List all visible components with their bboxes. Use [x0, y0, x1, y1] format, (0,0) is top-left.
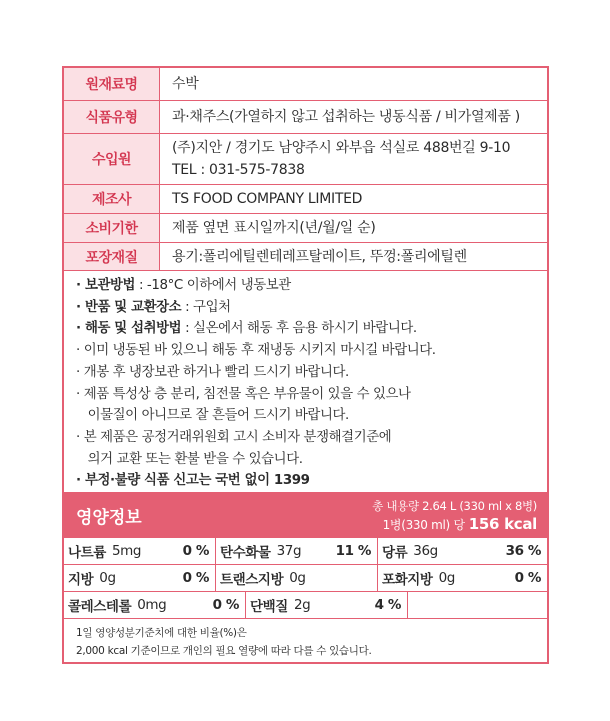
nutrient-empty-cell: [408, 592, 547, 618]
info-value-line: 용기:폴리에틸렌테레프탈레이트, 뚜껑:폴리에틸렌: [172, 248, 467, 265]
nutrient-carbohydrate: 탄수화물 37g 11 %: [216, 538, 378, 564]
note-line: · 반품 및 교환장소 : 구입처: [76, 299, 231, 315]
nutrition-row: [64, 565, 547, 592]
note-line: · 보관방법 : -18°C 이하에서 냉동보관: [76, 278, 291, 293]
nutrient-trans-fat: 트랜스지방 0g: [216, 565, 378, 591]
nutrient-fat: 지방 0g 0 %: [64, 565, 216, 591]
product-info-table: [64, 68, 547, 271]
info-row-ingredients: [64, 68, 547, 101]
info-value: [160, 68, 547, 100]
nutrient-saturated-fat: 포화지방 0g 0 %: [382, 570, 541, 588]
info-key: 제조사: [64, 185, 160, 213]
info-value: [160, 185, 547, 213]
note-line: · 본 제품은 공정거래위원회 고시 소비자 분쟁해결기준에: [76, 429, 392, 445]
info-value: [160, 214, 547, 242]
serving-calories: [383, 515, 537, 533]
food-label: [62, 66, 549, 664]
note-line: 이물질이 아니므로 잘 흔들어 드시기 바랍니다.: [76, 408, 349, 424]
info-value: [160, 101, 547, 133]
nutrition-header: [64, 493, 547, 538]
note-line: · 이미 냉동된 바 있으니 해동 후 재냉동 시키지 마시길 바랍니다.: [76, 343, 436, 359]
nutrition-row: [64, 538, 547, 565]
info-key: 수입원: [64, 134, 160, 184]
nutrition-grid: [64, 538, 547, 619]
nutrient-protein: 단백질 2g 4 %: [246, 592, 408, 618]
info-value: [160, 134, 547, 184]
nutrition-title: 영양정보: [76, 508, 142, 528]
info-value-line: 제품 옆면 표시일까지(년/월/일 순): [172, 220, 376, 236]
serving-size: 1병(330 ml) 당: [382, 518, 465, 532]
note-line: · 해동 및 섭취방법 : 실온에서 해동 후 음용 하시기 바랍니다.: [76, 321, 417, 337]
report-hotline: · 부정·불량 식품 신고는 국번 없이 1399: [76, 473, 310, 489]
nutrition-row: [64, 592, 547, 619]
info-row-food-type: [64, 101, 547, 134]
note-line: · 제품 특성상 층 분리, 침전물 혹은 부유물이 있을 수 있으나: [76, 386, 411, 402]
nutrient-sugars: 당류 36g 36 %: [382, 543, 541, 561]
info-key: 포장재질: [64, 243, 160, 270]
info-row-packaging: [64, 243, 547, 271]
nutrition-footnote: [76, 624, 372, 660]
calories: 156 kcal: [468, 515, 537, 533]
info-value-line: 수박: [172, 76, 199, 92]
importer-phone: TEL : 031-575-7838: [172, 162, 305, 178]
nutrient-cholesterol: 콜레스테롤 0mg 0 %: [64, 592, 246, 618]
info-row-expiry: [64, 214, 547, 243]
note-line: · 개봉 후 냉장보관 하거나 빨리 드시기 바랍니다.: [76, 364, 349, 380]
info-row-importer: [64, 134, 547, 185]
footnote-line: 2,000 kcal 기준이므로 개인의 필요 열량에 따라 다를 수 있습니다.: [76, 645, 372, 657]
nutrient-sodium: 나트륨 5mg 0 %: [64, 538, 216, 564]
info-row-manufacturer: [64, 185, 547, 214]
footnote-line: 1일 영양성분기준치에 대한 비율(%)은: [76, 627, 247, 639]
info-value-line: 과·채주스(가열하지 않고 섭취하는 냉동식품 / 비가열제품 ): [172, 109, 520, 125]
total-volume: 총 내용량 2.64 L (330 ml x 8병): [372, 499, 537, 513]
note-line: 의거 교환 또는 환불 받을 수 있습니다.: [76, 451, 303, 467]
info-key: 소비기한: [64, 214, 160, 242]
info-key: 식품유형: [64, 101, 160, 133]
info-value: [160, 243, 547, 270]
importer-address: (주)지안 / 경기도 남양주시 와부읍 석실로 488번길 9-10: [172, 140, 511, 156]
info-key: 원재료명: [64, 68, 160, 100]
handling-notes: [64, 271, 547, 493]
info-value-line: TS FOOD COMPANY LIMITED: [172, 191, 363, 207]
